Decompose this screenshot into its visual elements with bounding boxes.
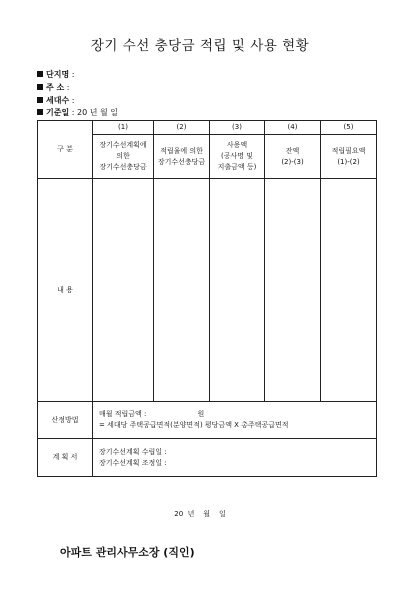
col-title-5: 적립필요액 (1)-(2) — [321, 135, 377, 179]
status-table — [37, 120, 377, 477]
category-header: 구 분 — [38, 121, 93, 179]
content-cell-4[interactable] — [265, 179, 321, 402]
plan-label: 계 획 서 — [38, 439, 93, 477]
signer-line: 아파트 관리사무소장 (직인) — [60, 546, 195, 559]
method-label: 산정방법 — [38, 402, 93, 439]
content-row — [38, 179, 377, 402]
info-base-date: 기준일 : 20 년 월 일 — [37, 108, 118, 118]
content-cell-3[interactable] — [210, 179, 265, 402]
bullet-square-icon — [37, 97, 43, 103]
content-label: 내 용 — [38, 179, 93, 402]
content-cell-5[interactable] — [321, 179, 377, 402]
plan-content: 장기수선계획 수립일 : 장기수선계획 조정일 : — [93, 439, 377, 477]
content-cell-2[interactable] — [154, 179, 210, 402]
info-address: 주 소 : — [37, 83, 70, 93]
col-number-4: (4) — [265, 121, 321, 135]
col-number-2: (2) — [154, 121, 210, 135]
col-number-3: (3) — [210, 121, 265, 135]
col-title-3: 사용액 (공사명 및 지출금액 등) — [210, 135, 265, 179]
info-households: 세대수 : — [37, 96, 74, 106]
bullet-square-icon — [37, 109, 43, 115]
col-number-5: (5) — [321, 121, 377, 135]
plan-row — [38, 439, 377, 477]
col-title-4: 잔액 (2)-(3) — [265, 135, 321, 179]
footer-date: 20 년 월 일 — [174, 510, 226, 518]
column-number-row — [38, 121, 377, 135]
bullet-square-icon — [37, 71, 43, 77]
document-title: 장기 수선 충당금 적립 및 사용 현황 — [90, 38, 310, 54]
method-row — [38, 402, 377, 439]
col-title-1: 장기수선계획에 의한 장기수선충당금 — [93, 135, 154, 179]
col-number-1: (1) — [93, 121, 154, 135]
col-title-2: 적립율에 의한 장기수선충당금 — [154, 135, 210, 179]
content-cell-1[interactable] — [93, 179, 154, 402]
method-content: 매월 적립금액 : 원 = 세대당 주택공급면적(분양면적) 평당금액 X 총주택공급면적 — [93, 402, 377, 439]
info-complex-name: 단지명 : — [37, 70, 74, 80]
bullet-square-icon — [37, 84, 43, 90]
